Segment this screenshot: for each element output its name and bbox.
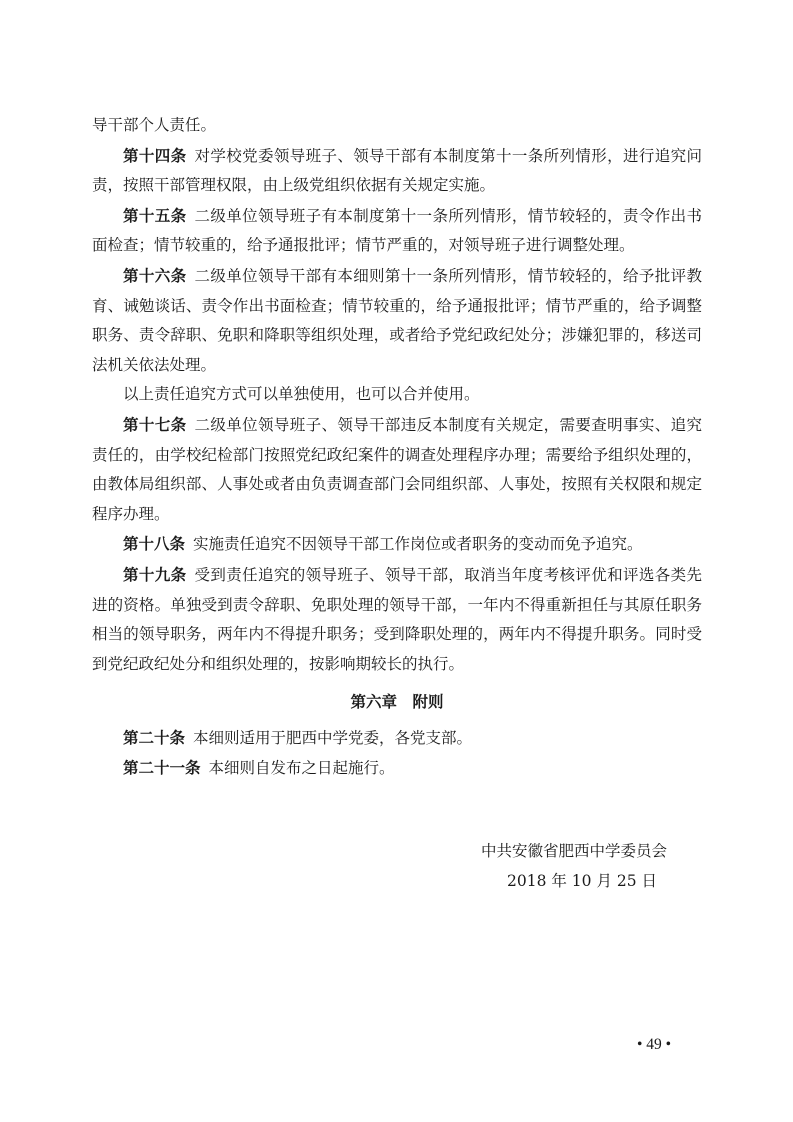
article-label: 第十七条 (123, 414, 187, 434)
article-label: 第十五条 (123, 205, 187, 225)
signature-date: 2018 年 10 月 25 日 (507, 872, 658, 890)
article-17 (92, 410, 702, 529)
chapter-title: 第六章 附则 (350, 692, 444, 712)
signature-block (470, 836, 710, 896)
paragraph-note (92, 380, 702, 410)
article-text: 二级单位领导班子有本制度第十一条所列情形，情节较轻的，责令作出书面检查；情节较重的，给予通报批评；情节严重的，对领导班子进行调整处理。 (92, 206, 702, 255)
article-14 (92, 141, 702, 201)
article-text: 本细则适用于肥西中学党委，各党支部。 (193, 728, 473, 747)
article-text: 本细则自发布之日起施行。 (208, 759, 395, 778)
paragraph-continuation (92, 111, 702, 141)
signature-organization: 中共安徽省肥西中学委员会 (481, 842, 668, 860)
article-text: 受到责任追究的领导班子、领导干部，取消当年度考核评优和评选各类先进的资格。单独受到责令辞职、免职处理的领导干部，一年内不得重新担任与其原任职务相当的领导职务，两年内不得提升职务；受到降职处理的，两年内不得提升职务。同时受到党纪政纪处分和组织处理的，按影响期较长的执行。 (92, 565, 702, 673)
document-body (92, 111, 702, 784)
paragraph-text: 导干部个人责任。 (92, 116, 217, 134)
article-label: 第二十条 (123, 727, 186, 747)
article-19 (92, 560, 702, 679)
paragraph-text: 以上责任追究方式可以单独使用，也可以合并使用。 (123, 385, 480, 404)
article-label: 第二十一条 (123, 758, 201, 778)
article-21 (92, 753, 702, 784)
article-text: 二级单位领导班子、领导干部违反本制度有关规定，需要查明事实、追究责任的，由学校纪检部门按照党纪政纪案件的调查处理程序办理；需要给予组织处理的，由教体局组织部、人事处或者由负责调查部门会同组织部、人事处，按照有关权限和规定程序办理。 (92, 415, 702, 523)
article-label: 第十九条 (123, 564, 187, 584)
article-label: 第十四条 (123, 145, 187, 165)
article-label: 第十六条 (123, 265, 187, 285)
article-text: 二级单位领导干部有本细则第十一条所列情形，情节较轻的，给予批评教育、诫勉谈话、责令作出书面检查；情节较重的，给予通报批评；情节严重的，给予调整职务、责令辞职、免职和降职等组织处理，或者给予党纪政纪处分；涉嫌犯罪的，移送司法机关依法处理。 (92, 266, 702, 374)
article-20 (92, 723, 702, 754)
article-label: 第十八条 (123, 534, 186, 554)
article-18 (92, 529, 702, 560)
article-15 (92, 201, 702, 261)
page-number: • 49 • (637, 1036, 672, 1053)
article-text: 实施责任追究不因领导干部工作岗位或者职务的变动而免予追究。 (193, 535, 643, 554)
article-text: 对学校党委领导班子、领导干部有本制度第十一条所列情形，进行追究问责，按照干部管理权限，由上级党组织依据有关规定实施。 (92, 146, 702, 195)
article-16 (92, 261, 702, 380)
